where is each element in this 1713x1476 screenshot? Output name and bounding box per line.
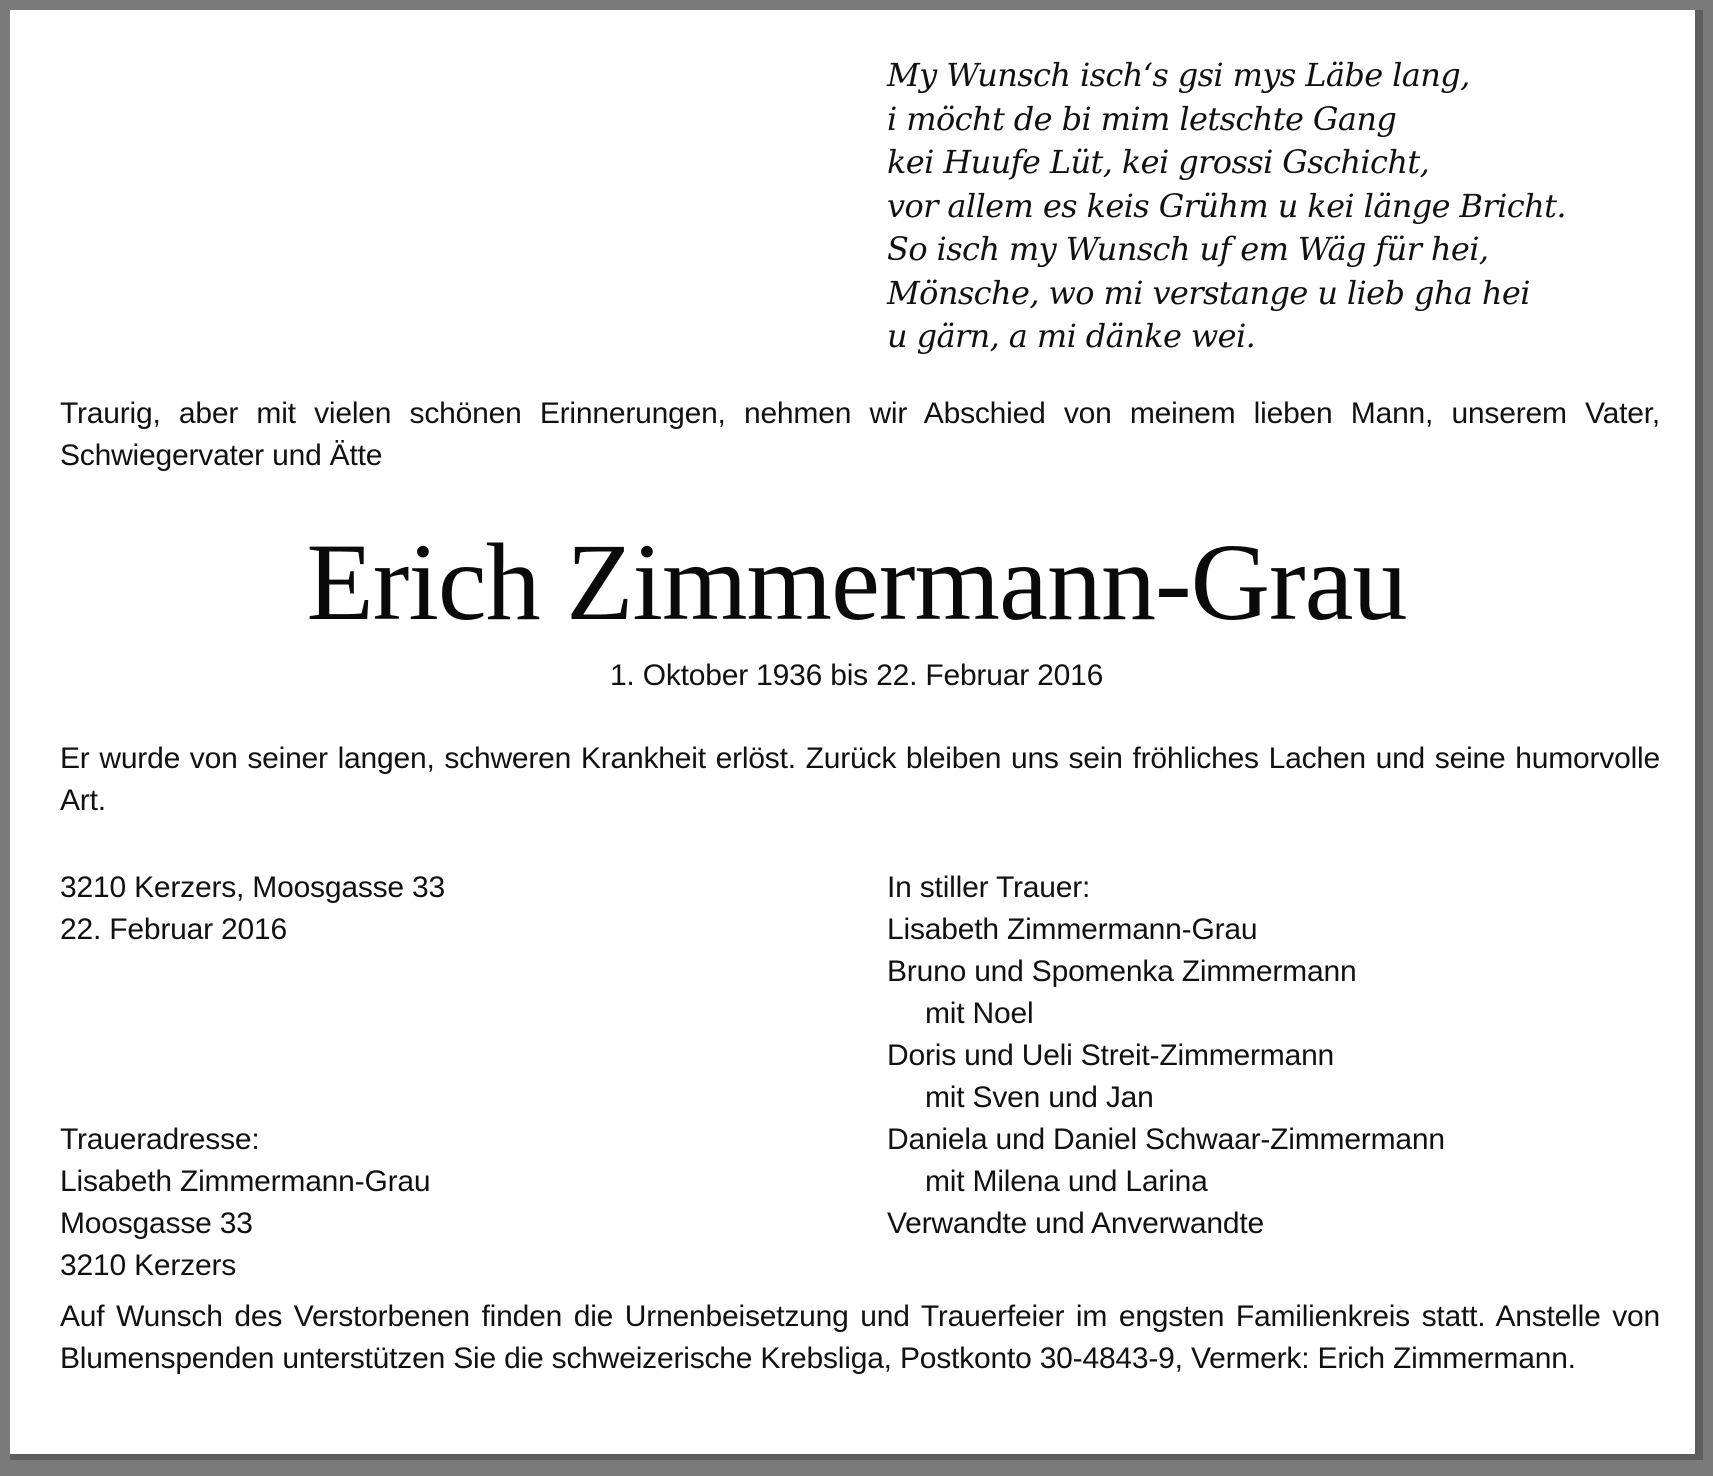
mourner-children: mit Milena und Larina [925,1165,1208,1198]
deceased-name: Erich Zimmermann-Grau [306,521,1407,643]
mourner-children: mit Noel [925,997,1034,1030]
obituary-page [10,10,1703,1460]
spacer [60,951,840,1119]
mourning-address-street: Moosgasse 33 [60,1207,253,1240]
date-line: 22. Februar 2016 [60,913,287,946]
poem [887,54,1566,359]
intro-text: Traurig, aber mit vielen schönen Erinnerungen, nehmen wir Abschied von meinem lieben Mann, unserem Vater, Schwiegervater und Ätte [60,397,1660,472]
illness-text: Er wurde von seiner langen, schweren Krankheit erlöst. Zurück bleiben uns sein fröhliches Lachen und seine humorvolle Art. [60,742,1660,817]
closing-text: Auf Wunsch des Verstorbenen finden die Urnenbeisetzung und Trauerfeier im engsten Familienkreis statt. Anstelle von Blumenspenden unterstützen Sie die schweizerische Krebsliga, Postkonto 30-4843-9, Vermerk: Erich Zimmermann. [60,1300,1660,1375]
poem-line: i möcht de bi mim letschte Gang [887,99,1397,138]
mourning-address-name: Lisabeth Zimmermann-Grau [60,1165,431,1198]
mourner-family: Bruno und Spomenka Zimmermann [887,955,1357,988]
poem-line: Mönsche, wo mi verstange u lieb gha hei [887,273,1530,312]
poem-line: u gärn, a mi dänke wei. [887,317,1256,355]
mourner-family: Doris und Ueli Streit-Zimmermann [887,1039,1335,1072]
poem-line: kei Huufe Lüt, kei grossi Gschicht, [887,143,1430,181]
mourner-children: mit Sven und Jan [925,1081,1154,1114]
place-line: 3210 Kerzers, Moosgasse 33 [60,871,446,904]
poem-line: So isch my Wunsch uf em Wäg für hei, [887,230,1489,268]
poem-line: My Wunsch isch‘s gsi mys Läbe lang, [887,56,1470,94]
mourning-address-city: 3210 Kerzers [60,1249,237,1282]
mourner-family: Daniela und Daniel Schwaar-Zimmermann [887,1123,1445,1156]
mourners-heading: In stiller Trauer: [887,871,1091,904]
mourners-column [887,867,1667,1245]
mourner-relatives: Verwandte und Anverwandte [887,1207,1264,1240]
poem-line: vor allem es keis Grühm u kei länge Bricht. [887,186,1566,225]
mourning-address-label: Traueradresse: [60,1123,260,1156]
life-dates: 1. Oktober 1936 bis 22. Februar 2016 [609,659,1104,692]
address-column [60,867,840,1287]
mourner-spouse: Lisabeth Zimmermann-Grau [887,913,1258,946]
